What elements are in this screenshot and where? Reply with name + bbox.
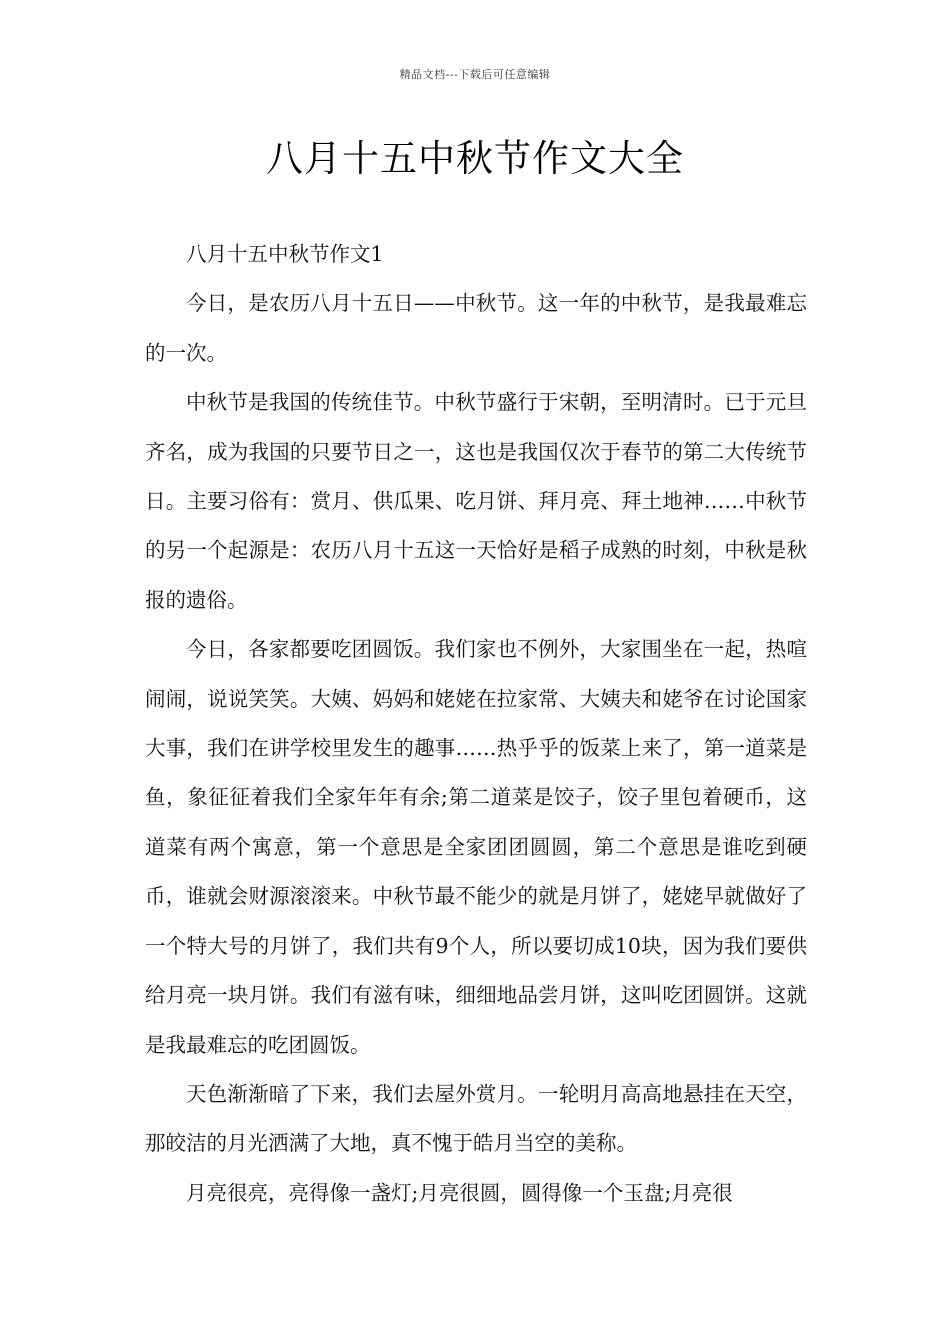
body-paragraph: 今日，是农历八月十五日——中秋节。这一年的中秋节，是我最难忘的一次。: [145, 291, 807, 365]
document-title: 八月十五中秋节作文大全: [266, 137, 684, 180]
body-paragraph: 今日，各家都要吃团圆饭。我们家也不例外，大家围坐在一起，热喧闹闹，说说笑笑。大姨、妈妈和姥姥在拉家常、大姨夫和姥爷在讨论国家大事，我们在讲学校里发生的趣事……热乎乎的饭菜上来了，第一道菜是鱼，象征征着我们全家年年有余;第二道菜是饺子，饺子里包着硬币，这道菜有两个寓意，第一个意思是全家团团圆圆，第二个意思是谁吃到硬币，谁就会财源滚滚来。中秋节最不能少的就是月饼了，姥姥早就做好了一个特大号的月饼了，我们共有9个人，所以要切成10块，因为我们要供给月亮一块月饼。我们有滋有味，细细地品尝月饼，这叫吃团圆饼。这就是我最难忘的吃团圆饭。: [145, 637, 807, 1057]
body-paragraph: 月亮很亮，亮得像一盏灯;月亮很圆，圆得像一个玉盘;月亮很: [186, 1180, 733, 1205]
section-heading: 八月十五中秋节作文1: [186, 242, 384, 266]
body-paragraph: 中秋节是我国的传统佳节。中秋节盛行于宋朝，至明清时。已于元旦齐名，成为我国的只要节日之一，这也是我国仅次于春节的第二大传统节日。主要习俗有：赏月、供瓜果、吃月饼、拜月亮、拜土地神……中秋节的另一个起源是：农历八月十五这一天恰好是稻子成熟的时刻，中秋是秋报的遗俗。: [145, 390, 807, 612]
header-note: 精品文档---下载后可任意编辑: [399, 68, 551, 81]
document-body: [145, 230, 807, 1218]
body-paragraph: 天色渐渐暗了下来，我们去屋外赏月。一轮明月高高地悬挂在天空，那皎洁的月光洒满了大地，真不愧于皓月当空的美称。: [145, 1081, 807, 1156]
